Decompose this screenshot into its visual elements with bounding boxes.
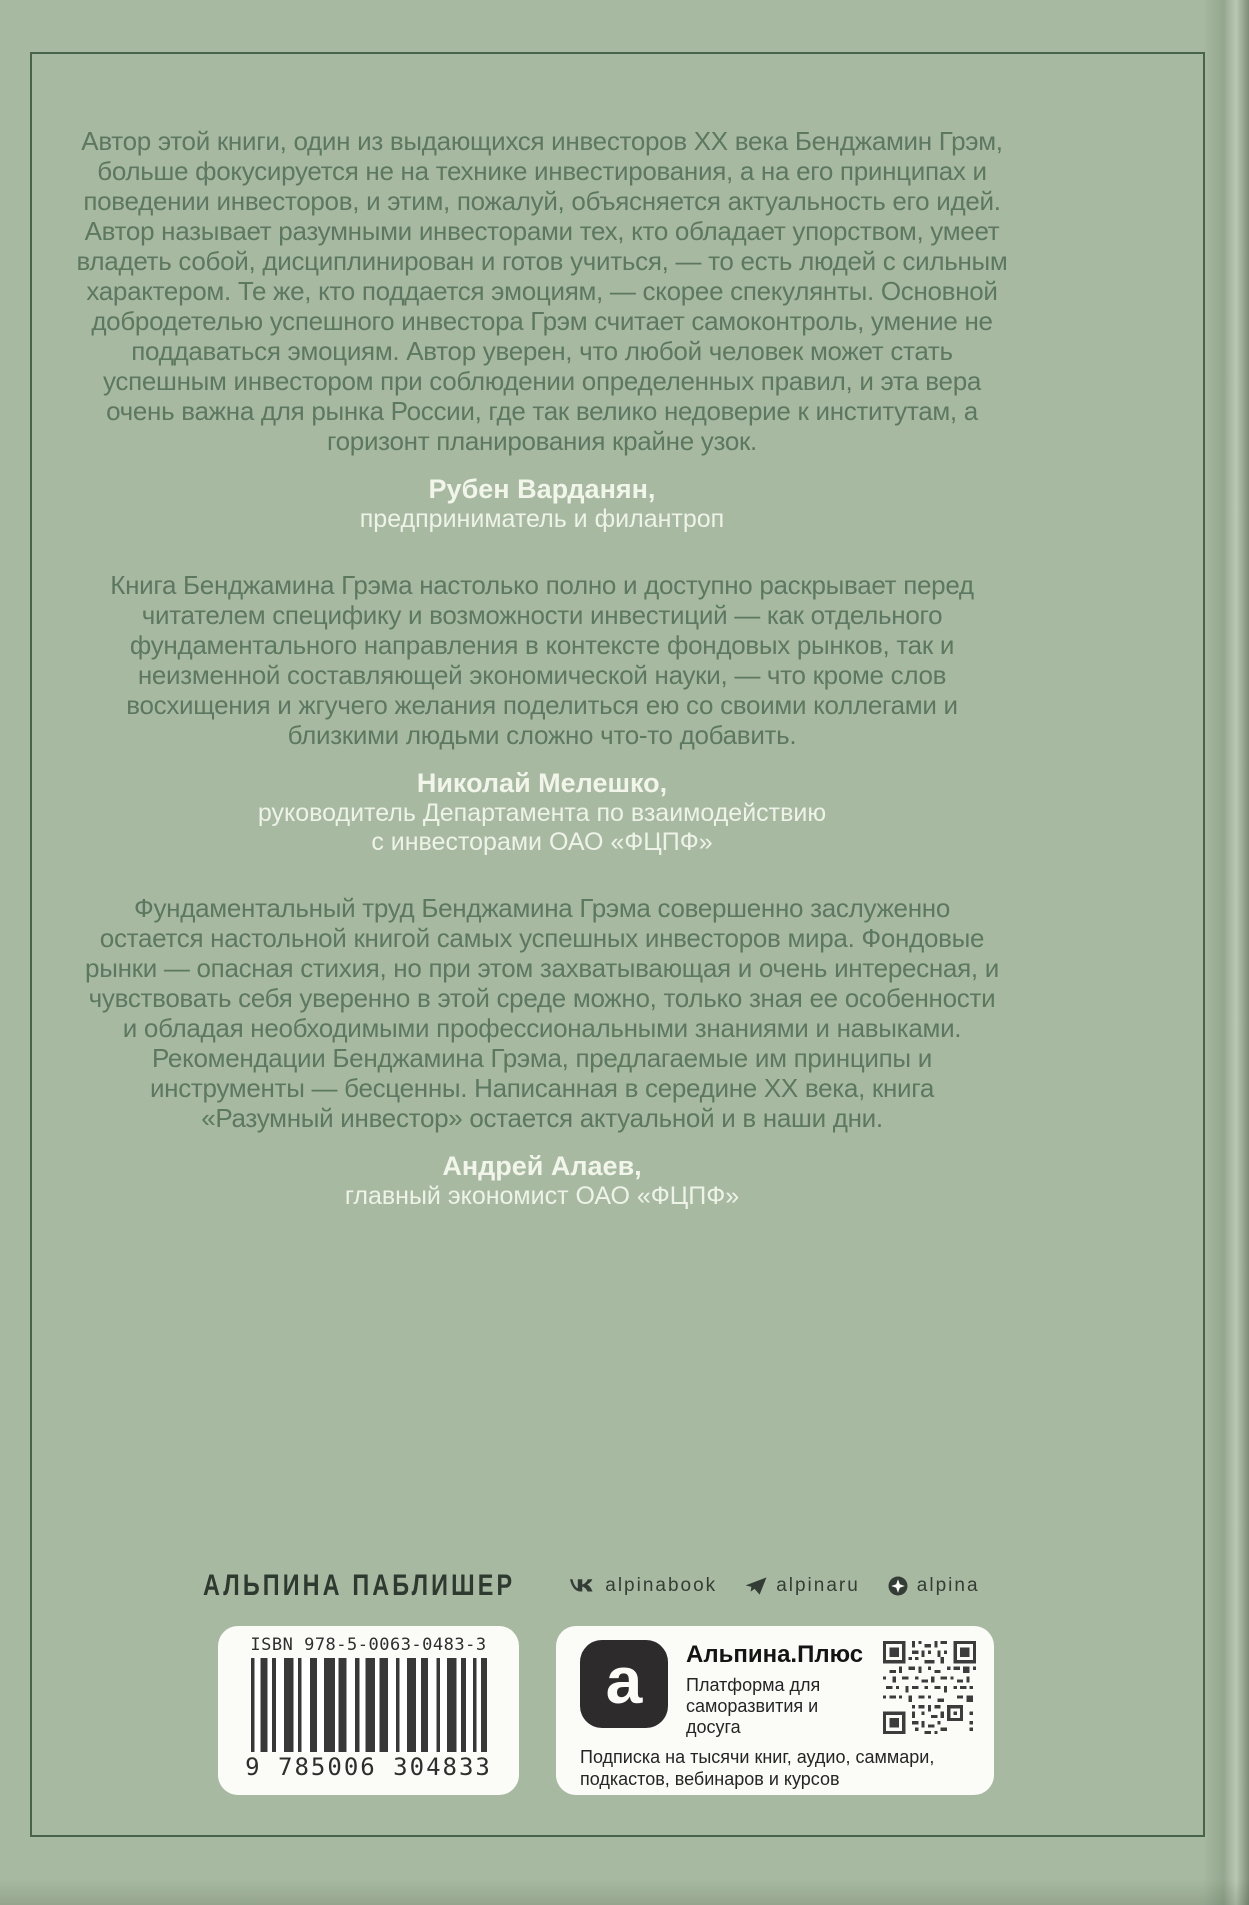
quote-author-role: главный экономист ОАО «ФЦПФ» — [344, 1182, 740, 1210]
alpina-circle-icon — [888, 1576, 908, 1596]
isbn-number: 9 785006 304833 — [245, 1753, 492, 1781]
isbn-label: ISBN 978-5-0063-0483-3 — [250, 1635, 487, 1655]
barcode — [251, 1658, 487, 1752]
quote-text: Фундаментальный труд Бенджамина Грэма совершенно заслуженно остается настольной книгой самых успешных инвесторов мира. Фондовые рынки — опасная стихия, но при этом захватывающая и очень интересная, и чувствовать себя уверенно в этой среде можно, только зная ее особенности и обладая необходимыми профессиональными знаниями и навыками. Рекомендации Бенджамина Грэма, предлагаемые им принципы и инструменты — бесценны. Написанная в середине XX века, книга «Разумный инвестор» остается актуальной и в наши дни. — [85, 893, 999, 1133]
social-alpina — [888, 1575, 980, 1597]
social-vk — [569, 1575, 717, 1597]
quote-block-2 — [62, 570, 1022, 857]
vk-icon — [569, 1578, 596, 1594]
telegram-icon — [745, 1577, 767, 1595]
quotes-section — [62, 126, 1022, 1247]
quote-text: Книга Бенджамина Грэма настолько полно и доступно раскрывает перед читателем специфику и возможности инвестиций — как отдельного фундаментального направления в контексте фондовых рынков, так и неизменной составляющей экономической науки, — что кроме слов восхищения и жгучего желания поделиться ею со своими коллегами и близкими людьми сложно что-то добавить. — [110, 570, 974, 750]
quote-author: Андрей Алаев, — [442, 1151, 642, 1181]
social-telegram — [745, 1575, 860, 1597]
quote-author: Николай Мелешко, — [416, 768, 668, 798]
alpina-plus-subtitle: Платформа для саморазвития и досуга — [686, 1675, 821, 1737]
quote-block-1 — [62, 126, 1022, 534]
cover-edge-shading — [1203, 0, 1249, 1905]
alpina-plus-card — [556, 1626, 994, 1795]
qr-code — [883, 1641, 976, 1734]
publisher-bar — [203, 1566, 980, 1606]
quote-author: Рубен Варданян, — [428, 474, 656, 504]
quote-author-role: предприниматель и филантроп — [359, 505, 725, 533]
quote-author-role: руководитель Департамента по взаимодействию с инвесторами ОАО «ФЦПФ» — [257, 799, 827, 856]
quote-text: Автор этой книги, один из выдающихся инвесторов XX века Бенджамин Грэм, больше фокусируется не на технике инвестирования, а на его принципах и поведении инвесторов, и этим, пожалуй, объясняется актуальность его идей. Автор называет разумными инвесторами тех, кто обладает упорством, умеет владеть собой, дисциплинирован и готов учиться, — то есть людей с сильным характером. Те же, кто поддается эмоциям, — скорее спекулянты. Основной добродетелью успешного инвестора Грэм считает самоконтроль, умение не поддаваться эмоциям. Автор уверен, что любой человек может стать успешным инвестором при соблюдении определенных правил, и эта вера очень важна для рынка России, где так велико недоверие к институтам, а горизонт планирования крайне узок. — [76, 126, 1008, 456]
isbn-barcode-box — [218, 1626, 519, 1795]
publisher-logo: АЛЬПИНА ПАБЛИШЕР — [203, 1569, 516, 1602]
publisher-socials — [569, 1575, 979, 1597]
cover-bottom-shading — [0, 1879, 1249, 1905]
social-label: alpina — [916, 1575, 980, 1596]
social-label: alpinabook — [605, 1575, 718, 1596]
quote-block-3 — [62, 893, 1022, 1211]
alpina-plus-description: Подписка на тысячи книг, аудио, саммари, подкастов, вебинаров и курсов — [580, 1747, 935, 1789]
alpina-plus-app-icon: a — [580, 1640, 668, 1728]
social-label: alpinaru — [776, 1575, 860, 1596]
alpina-plus-title: Альпина.Плюс — [686, 1641, 864, 1668]
